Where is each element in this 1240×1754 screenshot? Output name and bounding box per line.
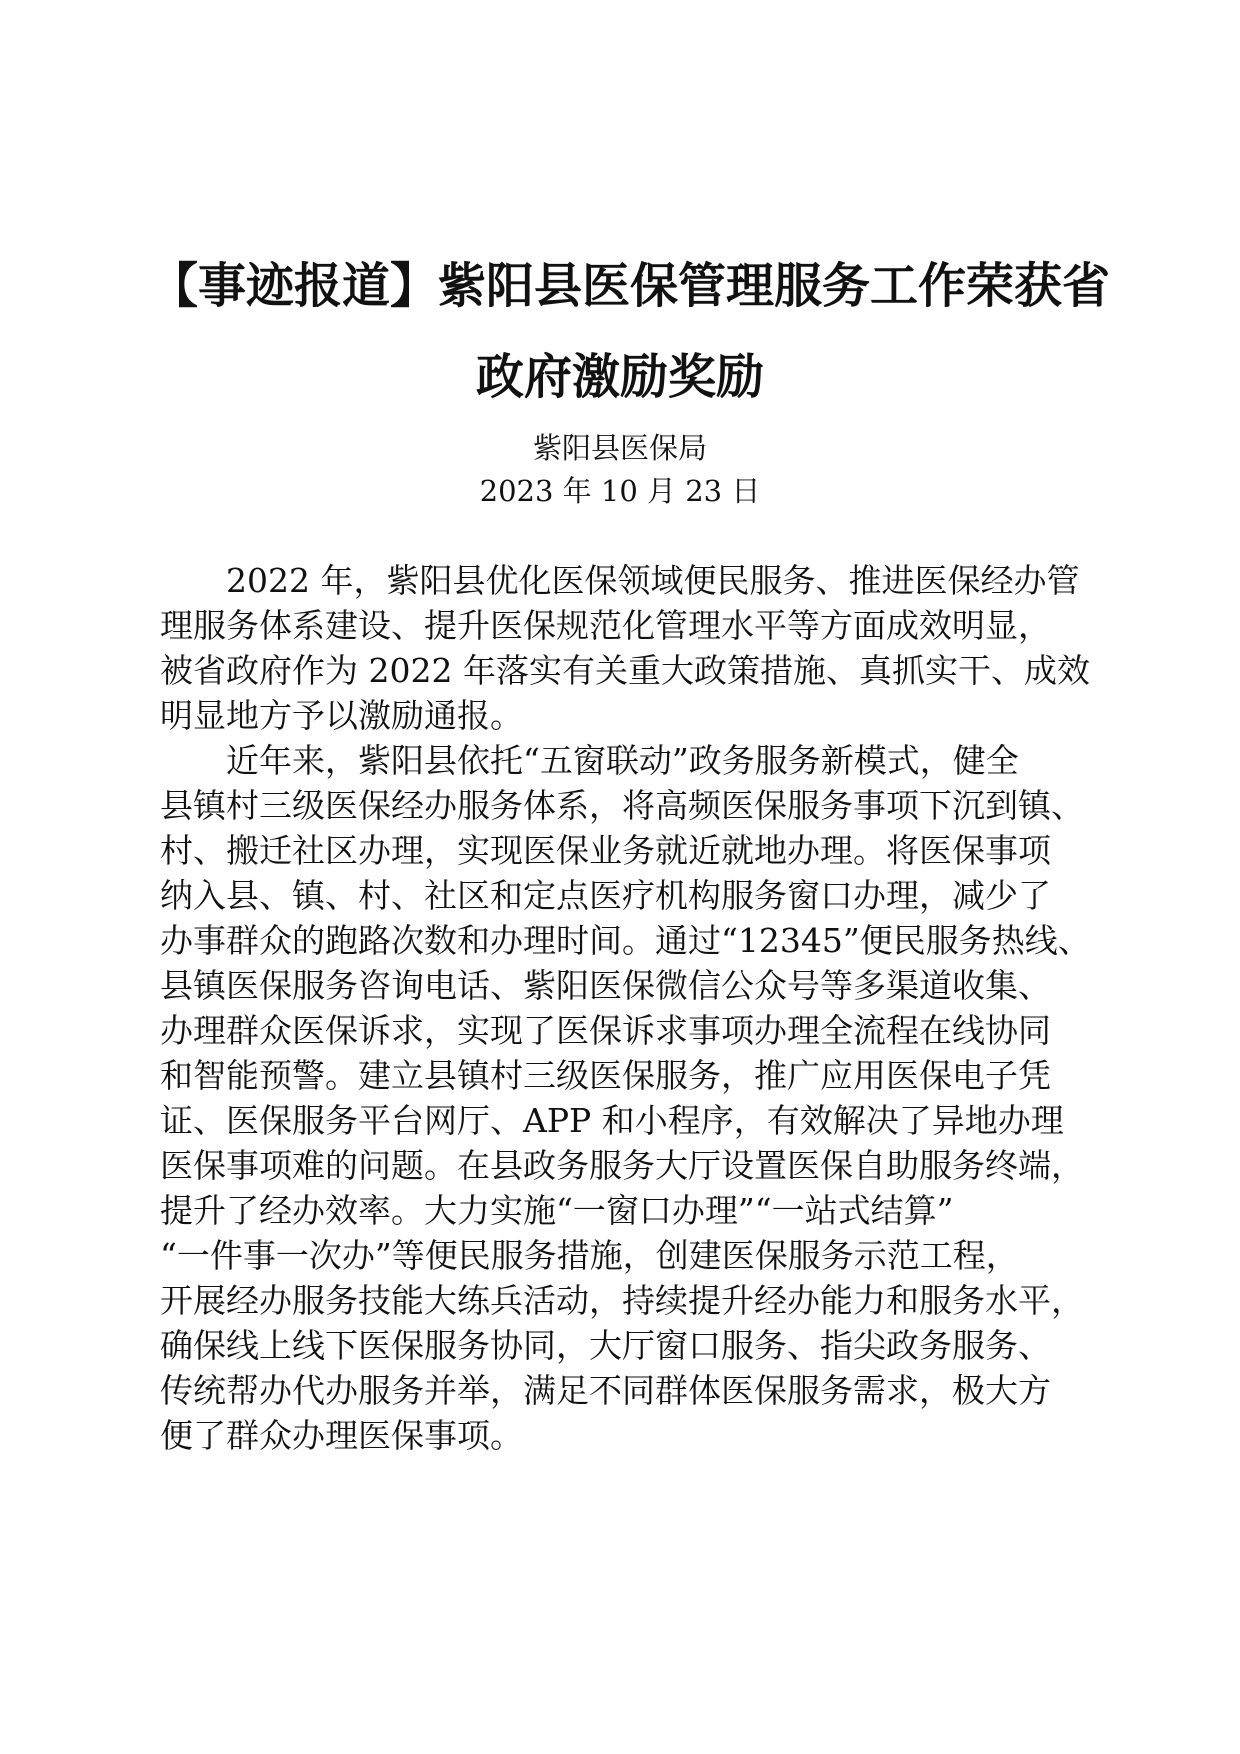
paragraph-1 <box>160 558 1090 738</box>
paragraph-line: 明显地方予以激励通报。 <box>160 696 523 735</box>
document-date: 2023 年 10 月 23 日 <box>479 474 761 508</box>
paragraph-line: 开展经办服务技能大练兵活动，持续提升经办能力和服务水平， <box>160 1281 1084 1320</box>
paragraph-line: 理服务体系建设、提升医保规范化管理水平等方面成效明显， <box>160 606 1051 645</box>
paragraph-2 <box>160 738 1090 1458</box>
paragraph-line: 便了群众办理医保事项。 <box>160 1416 523 1455</box>
paragraph-line: 纳入县、镇、村、社区和定点医疗机构服务窗口办理，减少了 <box>160 876 1051 915</box>
paragraph-line: 和智能预警。建立县镇村三级医保服务，推广应用医保电子凭 <box>160 1056 1051 1095</box>
paragraph-line: 近年来，紫阳县依托“五窗联动”政务服务新模式，健全 <box>226 741 1019 780</box>
paragraph-line: 办理群众医保诉求，实现了医保诉求事项办理全流程在线协同 <box>160 1011 1051 1050</box>
paragraph-line: 县镇医保服务咨询电话、紫阳医保微信公众号等多渠道收集、 <box>160 966 1051 1005</box>
paragraph-line: 2022 年，紫阳县优化医保领域便民服务、推进医保经办管 <box>226 561 1080 600</box>
paragraph-line: “一件事一次办”等便民服务措施，创建医保服务示范工程， <box>160 1236 1019 1275</box>
paragraph-line: 被省政府作为 2022 年落实有关重大政策措施、真抓实干、成效 <box>160 651 1090 690</box>
paragraph-line: 办事群众的跑路次数和办理时间。通过“12345”便民服务热线、 <box>160 921 1091 960</box>
paragraph-line: 医保事项难的问题。在县政务服务大厅设置医保自助服务终端， <box>160 1146 1084 1185</box>
paragraph-line: 县镇村三级医保经办服务体系，将高频医保服务事项下沉到镇、 <box>160 786 1084 825</box>
document-author: 紫阳县医保局 <box>532 431 707 465</box>
document-body <box>160 558 1090 1458</box>
paragraph-line: 证、医保服务平台网厅、APP 和小程序，有效解决了异地办理 <box>160 1101 1064 1140</box>
document-title-line-1: 【事迹报道】紫阳县医保管理服务工作荣获省 <box>150 258 1111 314</box>
paragraph-line: 提升了经办效率。大力实施“一窗口办理”“一站式结算” <box>160 1191 954 1230</box>
document-title-line-2: 政府激励奖励 <box>475 349 764 405</box>
paragraph-line: 传统帮办代办服务并举，满足不同群体医保服务需求，极大方 <box>160 1371 1051 1410</box>
paragraph-line: 确保线上线下医保服务协同，大厅窗口服务、指尖政务服务、 <box>160 1326 1051 1365</box>
paragraph-line: 村、搬迁社区办理，实现医保业务就近就地办理。将医保事项 <box>160 831 1051 870</box>
